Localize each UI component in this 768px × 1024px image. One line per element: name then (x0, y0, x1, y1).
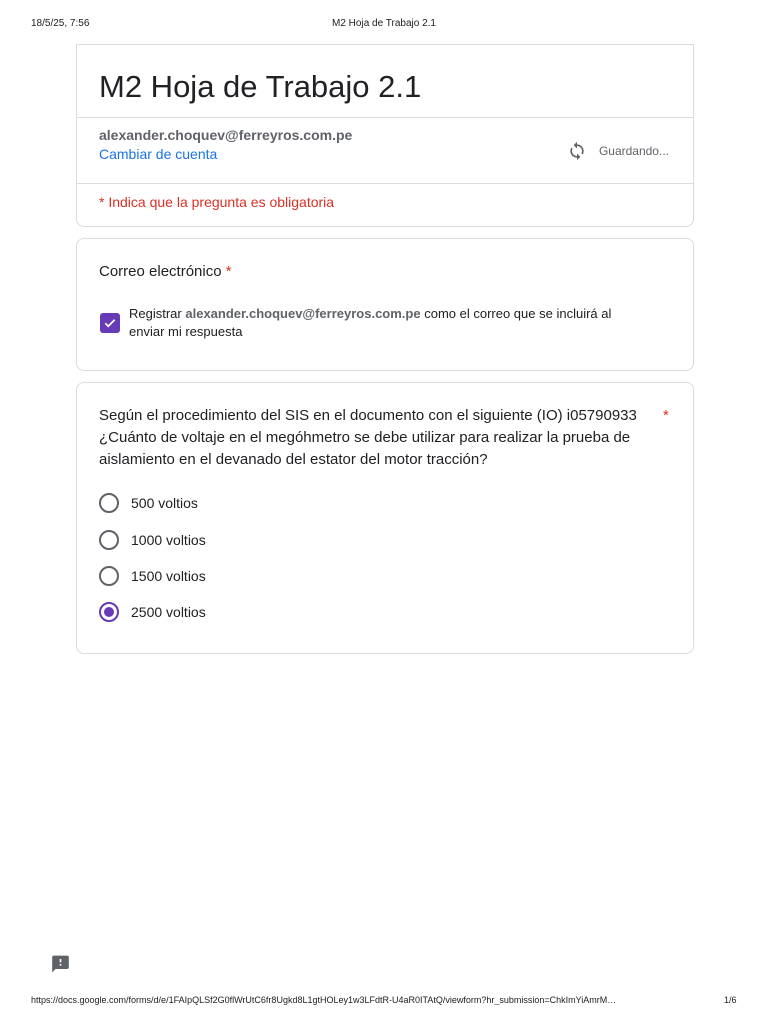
page-number: 1/6 (724, 995, 737, 1005)
option-2500-voltios[interactable] (99, 600, 206, 624)
record-email-checkbox[interactable] (100, 313, 120, 333)
voltage-question-card (76, 382, 694, 654)
option-1500-voltios[interactable] (99, 564, 206, 588)
account-email: alexander.choquev@ferreyros.com.pe (99, 127, 353, 143)
radio-button[interactable] (99, 566, 119, 586)
option-1000-voltios[interactable] (99, 528, 206, 552)
header-divider (77, 117, 693, 118)
feedback-icon[interactable] (50, 954, 71, 974)
form-title: M2 Hoja de Trabajo 2.1 (99, 69, 422, 104)
required-note: * Indica que la pregunta es obligatoria (99, 194, 335, 210)
checkmark-icon (103, 316, 117, 330)
email-question-title: Correo electrónico (99, 263, 222, 280)
print-document-title: M2 Hoja de Trabajo 2.1 (332, 18, 436, 29)
radio-button[interactable] (99, 493, 119, 513)
radio-button-selected[interactable] (99, 602, 119, 622)
print-date: 18/5/25, 7:56 (31, 18, 90, 29)
sync-icon (567, 141, 587, 161)
checkbox-email: alexander.choquev@ferreyros.com.pe (185, 306, 421, 321)
required-asterisk: * (663, 407, 669, 424)
option-label: 500 voltios (131, 495, 198, 511)
radio-button[interactable] (99, 530, 119, 550)
print-url: https://docs.google.com/forms/d/e/1FAIpQLSf2G0flWrUtC6fr8Ugkd8L1gtHOLey1w3LFdtR-U4aR0ITAtQ/viewform?hr_submission=ChkImYiAmrM… (31, 995, 617, 1005)
option-500-voltios[interactable] (99, 491, 198, 515)
checkbox-suffix: como el correo que se incluirá al enviar mi respuesta (129, 306, 612, 339)
form-header-card (76, 44, 694, 227)
option-label: 1500 voltios (131, 568, 206, 584)
header-divider (77, 183, 693, 184)
checkbox-prefix: Registrar (129, 306, 182, 321)
email-question-card (76, 238, 694, 371)
question-text: Según el procedimiento del SIS en el documento con el siguiente (IO) i05790933 ¿Cuánto de voltaje en el megóhmetro se debe utilizar para realizar la prueba de aislamiento en el devanado del estator del motor tracción? (99, 407, 637, 468)
switch-account-link[interactable]: Cambiar de cuenta (99, 146, 218, 162)
saving-status (567, 141, 669, 161)
required-asterisk: * (225, 263, 232, 280)
option-label: 1000 voltios (131, 532, 206, 548)
option-label: 2500 voltios (131, 604, 206, 620)
saving-status-text: Guardando... (598, 144, 669, 158)
record-email-label (129, 305, 649, 341)
email-question-label (99, 263, 232, 280)
